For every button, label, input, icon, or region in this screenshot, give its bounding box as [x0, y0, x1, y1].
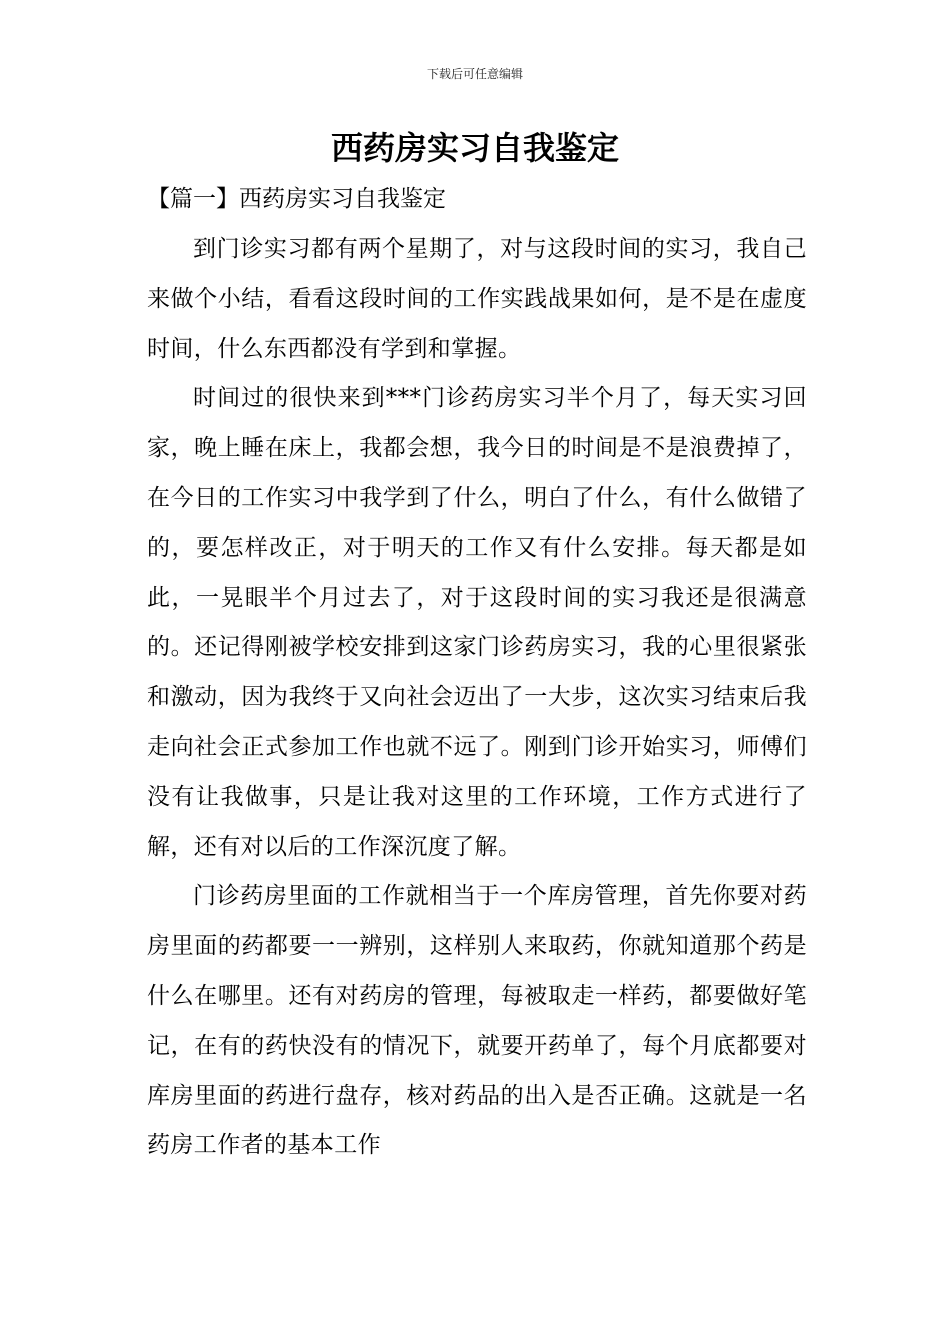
paragraph-1: 到门诊实习都有两个星期了，对与这段时间的实习，我自己来做个小结，看看这段时间的工作实践战果如何，是不是在虚度时间，什么东西都没有学到和掌握。	[147, 236, 807, 362]
section-heading: 【篇一】西药房实习自我鉴定	[147, 186, 446, 212]
paragraph-2: 时间过的很快来到***门诊药房实习半个月了，每天实习回家，晚上睡在床上，我都会想，我今日的时间是不是浪费掉了，在今日的工作实习中我学到了什么，明白了什么，有什么做错了的，要怎样改正，对于明天的工作又有什么安排。每天都是如此，一晃眼半个月过去了，对于这段时间的实习我还是很满意的。还记得刚被学校安排到这家门诊药房实习，我的心里很紧张和激动，因为我终于又向社会迈出了一大步，这次实习结束后我走向社会正式参加工作也就不远了。刚到门诊开始实习，师傅们没有让我做事，只是让我对这里的工作环境，工作方式进行了解，还有对以后的工作深沉度了解。	[147, 385, 807, 860]
paragraph-3: 门诊药房里面的工作就相当于一个库房管理，首先你要对药房里面的药都要一一辨别，这样别人来取药，你就知道那个药是什么在哪里。还有对药房的管理，每被取走一样药，都要做好笔记，在有的药快没有的情况下，就要开药单了，每个月底都要对库房里面的药进行盘存，核对药品的出入是否正确。这就是一名药房工作者的基本工作	[147, 883, 807, 1159]
document-title: 西药房实习自我鉴定	[330, 129, 619, 167]
document-body	[147, 177, 807, 1171]
header-note: 下载后可任意编辑	[426, 67, 523, 81]
